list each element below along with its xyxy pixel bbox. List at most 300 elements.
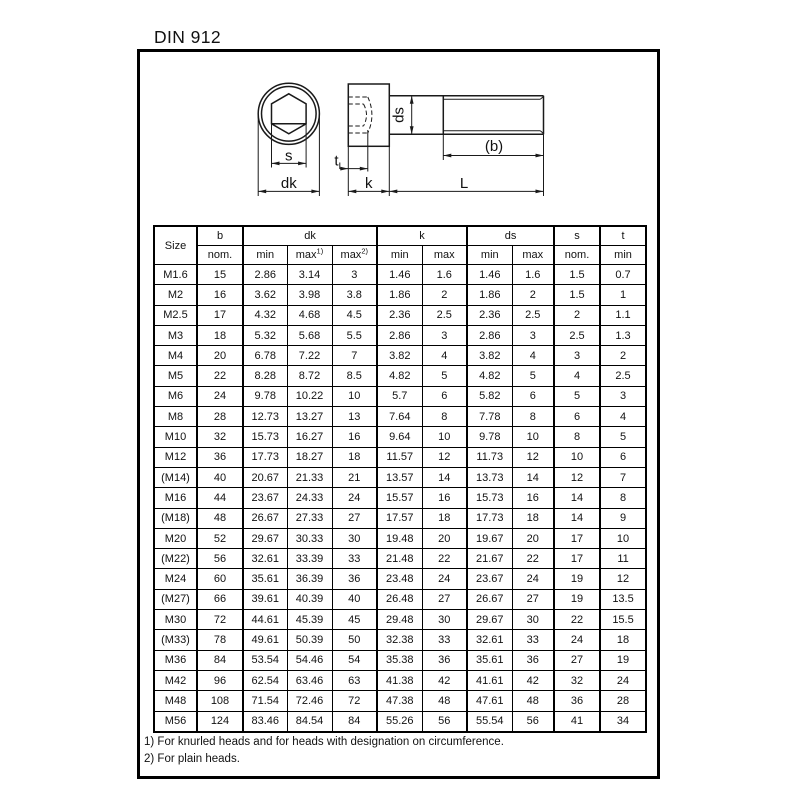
col-header-t: t [600,226,646,246]
table-cell: 5 [422,366,467,386]
table-cell: 84 [332,711,377,732]
table-cell: 83.46 [243,711,287,732]
table-cell: 10 [422,427,467,447]
table-cell: 45 [332,610,377,630]
table-cell: 41.38 [377,670,422,690]
table-cell: M24 [154,569,197,589]
table-cell: 24 [600,670,646,690]
table-cell: 19.67 [467,528,512,548]
table-cell: 21.33 [287,467,332,487]
table-row [154,691,646,711]
table-cell: 2.5 [512,305,554,325]
table-cell: 4.82 [467,366,512,386]
table-cell: 19 [600,650,646,670]
table-cell: 8 [554,427,600,447]
table-cell: 48 [422,691,467,711]
table-cell: M10 [154,427,197,447]
table-cell: 4 [554,366,600,386]
table-cell: (M33) [154,630,197,650]
table-cell: 27 [332,508,377,528]
table-cell: 3.98 [287,285,332,305]
dim-label-k: k [365,175,373,193]
table-cell: 62.54 [243,670,287,690]
table-cell: 10 [512,427,554,447]
dim-label-b: (b) [484,137,504,155]
table-cell: 1 [600,285,646,305]
table-cell: 18 [197,325,243,345]
table-cell: 16.27 [287,427,332,447]
col-subheader-k-max: max [422,246,467,265]
table-cell: 17.73 [467,508,512,528]
table-cell: 63.46 [287,670,332,690]
table-cell: 40.39 [287,589,332,609]
table-cell: 33 [332,549,377,569]
table-cell: 21 [332,467,377,487]
table-cell: 63 [332,670,377,690]
col-header-s: s [554,226,600,246]
table-cell: 3.82 [377,346,422,366]
table-row [154,325,646,345]
table-cell: 16 [197,285,243,305]
col-subheader-b-nom: nom. [197,246,243,265]
table-cell: M16 [154,488,197,508]
table-cell: 15.73 [243,427,287,447]
dimension-table [153,225,647,733]
table-cell: 108 [197,691,243,711]
screw-side-view [334,84,543,196]
table-cell: 27.33 [287,508,332,528]
table-cell: 50 [332,630,377,650]
table-row [154,305,646,325]
table-cell: 12 [600,569,646,589]
table-cell: 5.7 [377,386,422,406]
table-cell: 7.22 [287,346,332,366]
table-cell: 53.54 [243,650,287,670]
table-cell: 23.67 [467,569,512,589]
table-cell: 4.5 [332,305,377,325]
table-cell: 27 [512,589,554,609]
table-cell: 5 [512,366,554,386]
table-cell: 6 [554,407,600,427]
table-cell: 8.72 [287,366,332,386]
table-cell: 124 [197,711,243,732]
table-cell: 8.28 [243,366,287,386]
table-cell: 4.82 [377,366,422,386]
table-cell: 9.78 [467,427,512,447]
table-cell: 1.5 [554,285,600,305]
table-cell: 13.57 [377,467,422,487]
dim-label-t: t [334,152,339,170]
table-cell: 20 [197,346,243,366]
table-cell: 23.48 [377,569,422,589]
table-cell: 15.5 [600,610,646,630]
table-cell: 35.61 [467,650,512,670]
table-cell: 7.64 [377,407,422,427]
table-cell: 1.46 [467,265,512,285]
table-cell: 15.73 [467,488,512,508]
table-cell: 27 [422,589,467,609]
table-cell: 10 [332,386,377,406]
table-cell: 22 [197,366,243,386]
table-row [154,407,646,427]
table-row [154,366,646,386]
table-cell: (M18) [154,508,197,528]
table-cell: 20 [422,528,467,548]
table-cell: M4 [154,346,197,366]
table-cell: 2 [600,346,646,366]
table-cell: 9.64 [377,427,422,447]
table-cell: 36 [554,691,600,711]
table-cell: 56 [512,711,554,732]
table-cell: 0.7 [600,265,646,285]
table-cell: 3 [600,386,646,406]
table-cell: 42 [422,670,467,690]
table-cell: 8 [600,488,646,508]
table-cell: M48 [154,691,197,711]
table-cell: 4 [422,346,467,366]
table-cell: 56 [197,549,243,569]
col-subheader-dk-min: min [243,246,287,265]
table-cell: 7.78 [467,407,512,427]
table-header-row [154,226,646,246]
table-cell: M5 [154,366,197,386]
table-cell: 6 [422,386,467,406]
table-cell: 16 [422,488,467,508]
table-cell: 17 [554,549,600,569]
table-cell: 3 [332,265,377,285]
table-row [154,508,646,528]
table-cell: 36 [422,650,467,670]
table-cell: 12.73 [243,407,287,427]
table-cell: M6 [154,386,197,406]
table-cell: 32.61 [467,630,512,650]
col-subheader-k-min: min [377,246,422,265]
col-subheader-ds-max: max [512,246,554,265]
table-cell: 24.33 [287,488,332,508]
table-cell: 28 [600,691,646,711]
table-cell: 10 [554,447,600,467]
table-row [154,528,646,548]
table-cell: 22 [512,549,554,569]
table-cell: (M22) [154,549,197,569]
table-cell: 1.86 [467,285,512,305]
table-cell: 5.68 [287,325,332,345]
table-row [154,427,646,447]
table-row [154,285,646,305]
table-cell: 71.54 [243,691,287,711]
table-cell: 22 [422,549,467,569]
table-cell: 39.61 [243,589,287,609]
table-cell: 5 [600,427,646,447]
table-cell: M30 [154,610,197,630]
table-cell: 72 [332,691,377,711]
table-cell: 18.27 [287,447,332,467]
table-cell: 60 [197,569,243,589]
table-cell: 41.61 [467,670,512,690]
dim-label-s: s [285,147,293,165]
table-cell: 35.61 [243,569,287,589]
table-cell: (M14) [154,467,197,487]
table-cell: 21.67 [467,549,512,569]
table-cell: 27 [554,650,600,670]
table-cell: 45.39 [287,610,332,630]
table-cell: 48 [197,508,243,528]
table-cell: 6 [512,386,554,406]
table-cell: 12 [554,467,600,487]
table-cell: 24 [512,569,554,589]
table-row [154,447,646,467]
col-header-b: b [197,226,243,246]
table-cell: 2.5 [422,305,467,325]
table-cell: 24 [197,386,243,406]
screw-front-view [258,83,319,196]
table-cell: 3 [512,325,554,345]
table-row [154,650,646,670]
footnote-ref-2: 2) [361,246,368,256]
table-cell: M42 [154,670,197,690]
col-subheader-dk-max1: $\max^{1)}$ [287,246,332,265]
table-cell: 20.67 [243,467,287,487]
table-cell: 18 [332,447,377,467]
table-cell: 14 [422,467,467,487]
table-cell: 6 [600,447,646,467]
table-cell: 36 [512,650,554,670]
table-cell: 2.86 [243,265,287,285]
table-row [154,386,646,406]
table-cell: 33.39 [287,549,332,569]
table-cell: 21.48 [377,549,422,569]
table-cell: 6.78 [243,346,287,366]
table-cell: 29.67 [467,610,512,630]
table-cell: 2.36 [377,305,422,325]
table-cell: 7 [600,467,646,487]
table-cell: 8 [512,407,554,427]
table-cell: 17 [197,305,243,325]
table-cell: 55.26 [377,711,422,732]
table-cell: 32.61 [243,549,287,569]
table-cell: 29.67 [243,528,287,548]
table-cell: 49.61 [243,630,287,650]
table-cell: 3.82 [467,346,512,366]
table-cell: 34 [600,711,646,732]
footnote-2: 2) For plain heads. [144,753,240,765]
table-cell: 15.57 [377,488,422,508]
col-header-size: Size [154,226,197,265]
table-cell: 26.67 [467,589,512,609]
table-cell: 30.33 [287,528,332,548]
table-row [154,589,646,609]
table-cell: 2 [554,305,600,325]
table-cell: 24 [554,630,600,650]
table-cell: 72.46 [287,691,332,711]
table-cell: M56 [154,711,197,732]
table-cell: 35.38 [377,650,422,670]
table-cell: 17.73 [243,447,287,467]
table-cell: 24 [332,488,377,508]
table-cell: 5 [554,386,600,406]
col-subheader-s-nom: nom. [554,246,600,265]
table-cell: 11 [600,549,646,569]
footnotes [144,736,504,770]
table-cell: 28 [197,407,243,427]
table-cell: 2.86 [467,325,512,345]
table-cell: 1.46 [377,265,422,285]
table-cell: 1.6 [512,265,554,285]
table-cell: 50.39 [287,630,332,650]
table-cell: 2 [422,285,467,305]
table-row [154,711,646,732]
col-header-k: k [377,226,467,246]
table-cell: 24 [422,569,467,589]
table-cell: 20 [512,528,554,548]
table-cell: 32 [554,670,600,690]
table-row [154,467,646,487]
page-title: DIN 912 [154,27,221,47]
table-cell: 12 [512,447,554,467]
table-cell: M3 [154,325,197,345]
table-cell: 13 [332,407,377,427]
table-cell: M2 [154,285,197,305]
table-cell: 22 [554,610,600,630]
table-row [154,488,646,508]
col-header-dk: dk [243,226,377,246]
footnote-1: 1) For knurled heads and for heads with designation on circumference. [144,736,504,748]
table-cell: 9.78 [243,386,287,406]
table-cell: 26.48 [377,589,422,609]
table-cell: 2.5 [600,366,646,386]
table-cell: 2.5 [554,325,600,345]
table-cell: 4 [600,407,646,427]
table-cell: 3.14 [287,265,332,285]
table-cell: 40 [332,589,377,609]
table-cell: 4.32 [243,305,287,325]
table-cell: 7 [332,346,377,366]
table-cell: 3.8 [332,285,377,305]
table-cell: 47.61 [467,691,512,711]
table-cell: 14 [512,467,554,487]
table-cell: 1.86 [377,285,422,305]
col-subheader-ds-min: min [467,246,512,265]
table-cell: 54 [332,650,377,670]
table-cell: 1.1 [600,305,646,325]
table-cell: 17 [554,528,600,548]
table-cell: 33 [422,630,467,650]
table-cell: 56 [422,711,467,732]
table-cell: 13.73 [467,467,512,487]
table-cell: 18 [512,508,554,528]
col-subheader-dk-max2: $\max^{2)}$ [332,246,377,265]
table-cell: 32.38 [377,630,422,650]
table-cell: 1.3 [600,325,646,345]
table-cell: 1.5 [554,265,600,285]
table-cell: 30 [332,528,377,548]
table-cell: 72 [197,610,243,630]
table-cell: 3 [554,346,600,366]
table-cell: M8 [154,407,197,427]
table-cell: 78 [197,630,243,650]
table-cell: 33 [512,630,554,650]
table-cell: 40 [197,467,243,487]
dim-label-dk: dk [280,175,297,193]
table-cell: 8 [422,407,467,427]
table-cell: 10 [600,528,646,548]
table-cell: 66 [197,589,243,609]
col-subheader-t-min: min [600,246,646,265]
table-cell: M36 [154,650,197,670]
table-cell: 47.38 [377,691,422,711]
table-subheader-row [154,246,646,265]
table-cell: 9 [600,508,646,528]
table-cell: 2.36 [467,305,512,325]
table-cell: 54.46 [287,650,332,670]
table-cell: 19 [554,589,600,609]
table-cell: 32 [197,427,243,447]
table-row [154,265,646,285]
table-cell: 10.22 [287,386,332,406]
dim-label-ds: ds [390,107,408,123]
table-cell: 41 [554,711,600,732]
table-row [154,670,646,690]
table-cell: 18 [600,630,646,650]
table-cell: (M27) [154,589,197,609]
table-cell: 19 [554,569,600,589]
footnote-ref-1: 1) [316,246,324,256]
table-cell: 29.48 [377,610,422,630]
table-cell: 16 [512,488,554,508]
table-cell: 19.48 [377,528,422,548]
table-cell: 14 [554,488,600,508]
table-cell: 48 [512,691,554,711]
table-cell: 26.67 [243,508,287,528]
col-header-ds: ds [467,226,554,246]
table-cell: 36.39 [287,569,332,589]
table-cell: 5.5 [332,325,377,345]
table-row [154,630,646,650]
table-cell: 18 [422,508,467,528]
table-cell: 16 [332,427,377,447]
table-cell: 8.5 [332,366,377,386]
table-cell: 5.32 [243,325,287,345]
table-cell: M1.6 [154,265,197,285]
table-cell: 14 [554,508,600,528]
table-cell: 3.62 [243,285,287,305]
table-row [154,610,646,630]
table-row [154,346,646,366]
table-cell: 4.68 [287,305,332,325]
table-cell: 23.67 [243,488,287,508]
table-body [154,265,646,732]
table-cell: 52 [197,528,243,548]
table-cell: 42 [512,670,554,690]
table-row [154,549,646,569]
table-cell: 55.54 [467,711,512,732]
table-cell: 13.27 [287,407,332,427]
table-cell: 11.73 [467,447,512,467]
table-cell: 15 [197,265,243,285]
table-cell: 1.6 [422,265,467,285]
table-cell: 96 [197,670,243,690]
table-cell: 84.54 [287,711,332,732]
table-cell: 2 [512,285,554,305]
table-cell: 13.5 [600,589,646,609]
table-cell: 30 [422,610,467,630]
table-cell: 17.57 [377,508,422,528]
table-cell: 2.86 [377,325,422,345]
table-cell: 5.82 [467,386,512,406]
table-cell: 84 [197,650,243,670]
table-cell: 36 [332,569,377,589]
table-cell: 4 [512,346,554,366]
